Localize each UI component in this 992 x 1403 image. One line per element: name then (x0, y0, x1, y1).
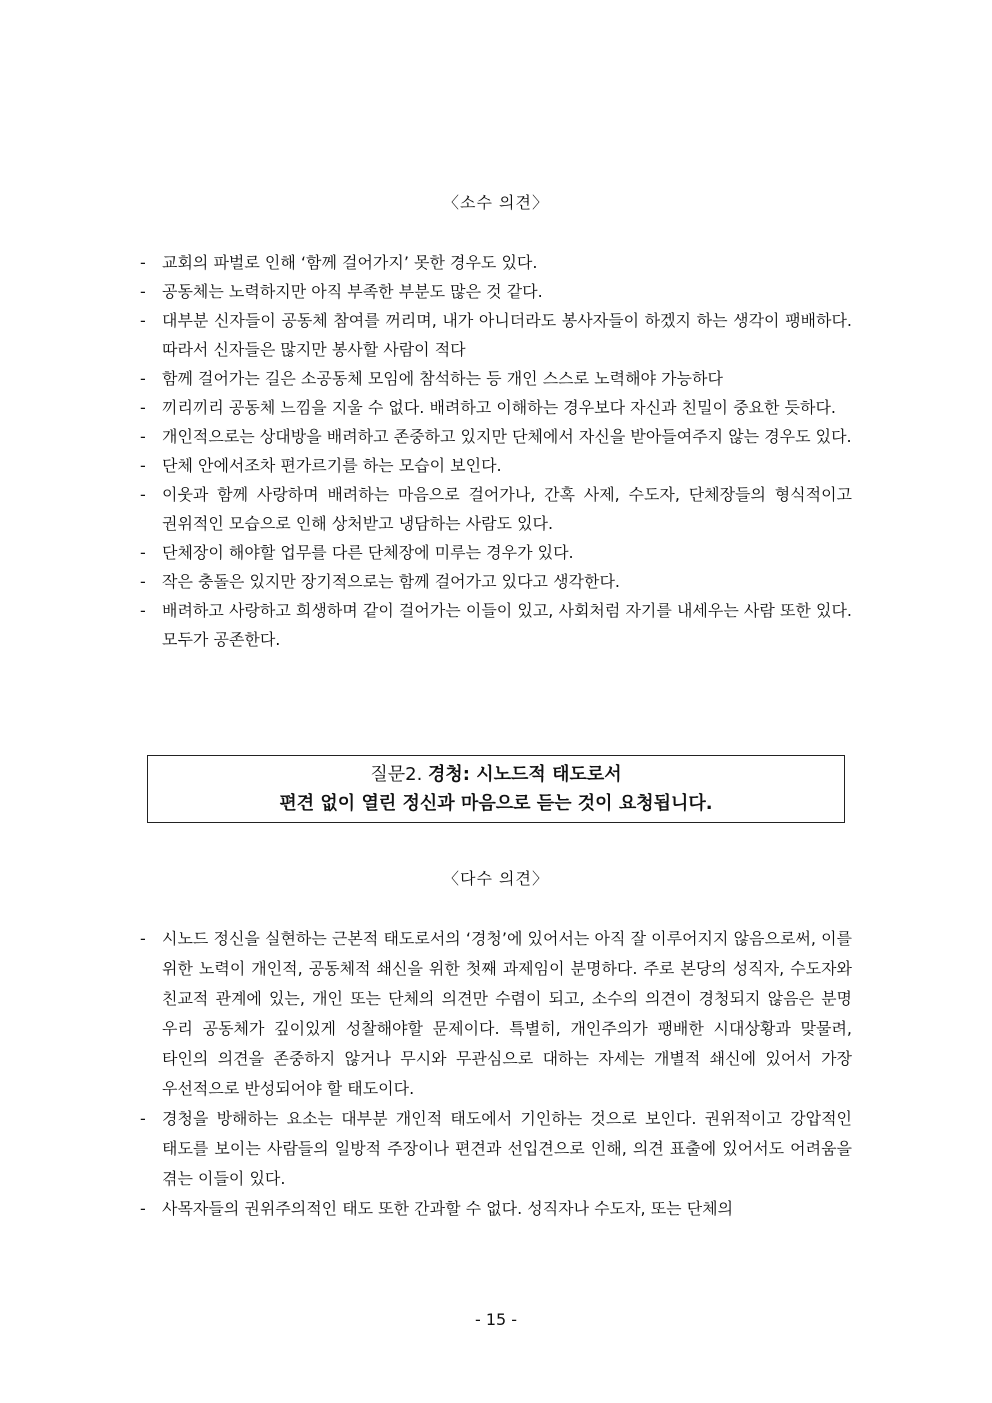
bullet-dash: - (140, 398, 146, 417)
question-subtitle: 편견 없이 열린 정신과 마음으로 듣는 것이 요청됩니다. (279, 793, 713, 814)
majority-opinion-list (140, 924, 852, 1224)
list-item: - 배려하고 사랑하고 희생하며 같이 걸어가는 이들이 있고, 사회처럼 자기를 내세우는 사람 또한 있다. 모두가 공존한다. (140, 596, 852, 654)
bullet-dash: - (140, 282, 146, 301)
list-item: - 개인적으로는 상대방을 배려하고 존중하고 있지만 단체에서 자신을 받아들여주지 않는 경우도 있다. (140, 422, 852, 451)
bullet-dash: - (140, 311, 146, 330)
list-item: - 교회의 파벌로 인해 ‘함께 걸어가지’ 못한 경우도 있다. (140, 248, 852, 277)
list-item: - 작은 충돌은 있지만 장기적으로는 함께 걸어가고 있다고 생각한다. (140, 567, 852, 596)
question-box (147, 755, 845, 823)
bullet-dash: - (140, 543, 146, 562)
bullet-dash: - (140, 427, 146, 446)
list-item: - 공동체는 노력하지만 아직 부족한 부분도 많은 것 같다. (140, 277, 852, 306)
list-item: - 사목자들의 권위주의적인 태도 또한 간과할 수 없다. 성직자나 수도자, 또는 단체의 (140, 1194, 852, 1224)
bullet-dash: - (140, 485, 146, 504)
bullet-dash: - (140, 572, 146, 591)
minority-opinion-heading: 〈소수 의견〉 (443, 193, 549, 212)
majority-opinion-heading: 〈다수 의견〉 (443, 869, 549, 888)
bullet-dash: - (140, 1199, 146, 1218)
list-item: - 시노드 정신을 실현하는 근본적 태도로서의 ‘경청’에 있어서는 아직 잘 이루어지지 않음으로써, 이를 위한 노력이 개인적, 공동체적 쇄신을 위한 첫째 과제임이 분명하다. 주로 본당의 성직자, 수도자와 친교적 관계에 있는, 개인 또는 단체의 의견만 수렴이 되고, 소수의 의견이 경청되지 않음은 분명 우리 공동체가 깊이있게 성찰해야할 문제이다. 특별히, 개인주의가 팽배한 시대상황과 맞물려, 타인의 의견을 존중하지 않거나 무시와 무관심으로 대하는 자세는 개별적 쇄신에 있어서 가장 우선적으로 반성되어야 할 태도이다. (140, 924, 852, 1104)
list-item: - 대부분 신자들이 공동체 참여를 꺼리며, 내가 아니더라도 봉사자들이 하겠지 하는 생각이 팽배하다. 따라서 신자들은 많지만 봉사할 사람이 적다 (140, 306, 852, 364)
bullet-dash: - (140, 369, 146, 388)
list-item: - 끼리끼리 공동체 느낌을 지울 수 없다. 배려하고 이해하는 경우보다 자신과 친밀이 중요한 듯하다. (140, 393, 852, 422)
page-number: - 15 - (474, 1310, 518, 1329)
bullet-dash: - (140, 456, 146, 475)
bullet-dash: - (140, 601, 146, 620)
list-item: - 이웃과 함께 사랑하며 배려하는 마음으로 걸어가나, 간혹 사제, 수도자, 단체장들의 형식적이고 권위적인 모습으로 인해 상처받고 냉담하는 사람도 있다. (140, 480, 852, 538)
bullet-dash: - (140, 929, 146, 948)
list-item: - 함께 걸어가는 길은 소공동체 모임에 참석하는 등 개인 스스로 노력해야 가능하다 (140, 364, 852, 393)
bullet-dash: - (140, 1109, 146, 1128)
list-item: - 경청을 방해하는 요소는 대부분 개인적 태도에서 기인하는 것으로 보인다. 권위적이고 강압적인 태도를 보이는 사람들의 일방적 주장이나 편견과 선입견으로 인해, 의견 표출에 있어서도 어려움을 겪는 이들이 있다. (140, 1104, 852, 1194)
list-item: - 단체장이 해야할 업무를 다른 단체장에 미루는 경우가 있다. (140, 538, 852, 567)
minority-opinion-list (140, 248, 852, 654)
question-topic: 경청: 시노드적 태도로서 (428, 764, 622, 785)
bullet-dash: - (140, 253, 146, 272)
question-label: 질문2. (370, 764, 429, 785)
list-item: - 단체 안에서조차 편가르기를 하는 모습이 보인다. (140, 451, 852, 480)
question-title (148, 760, 844, 789)
